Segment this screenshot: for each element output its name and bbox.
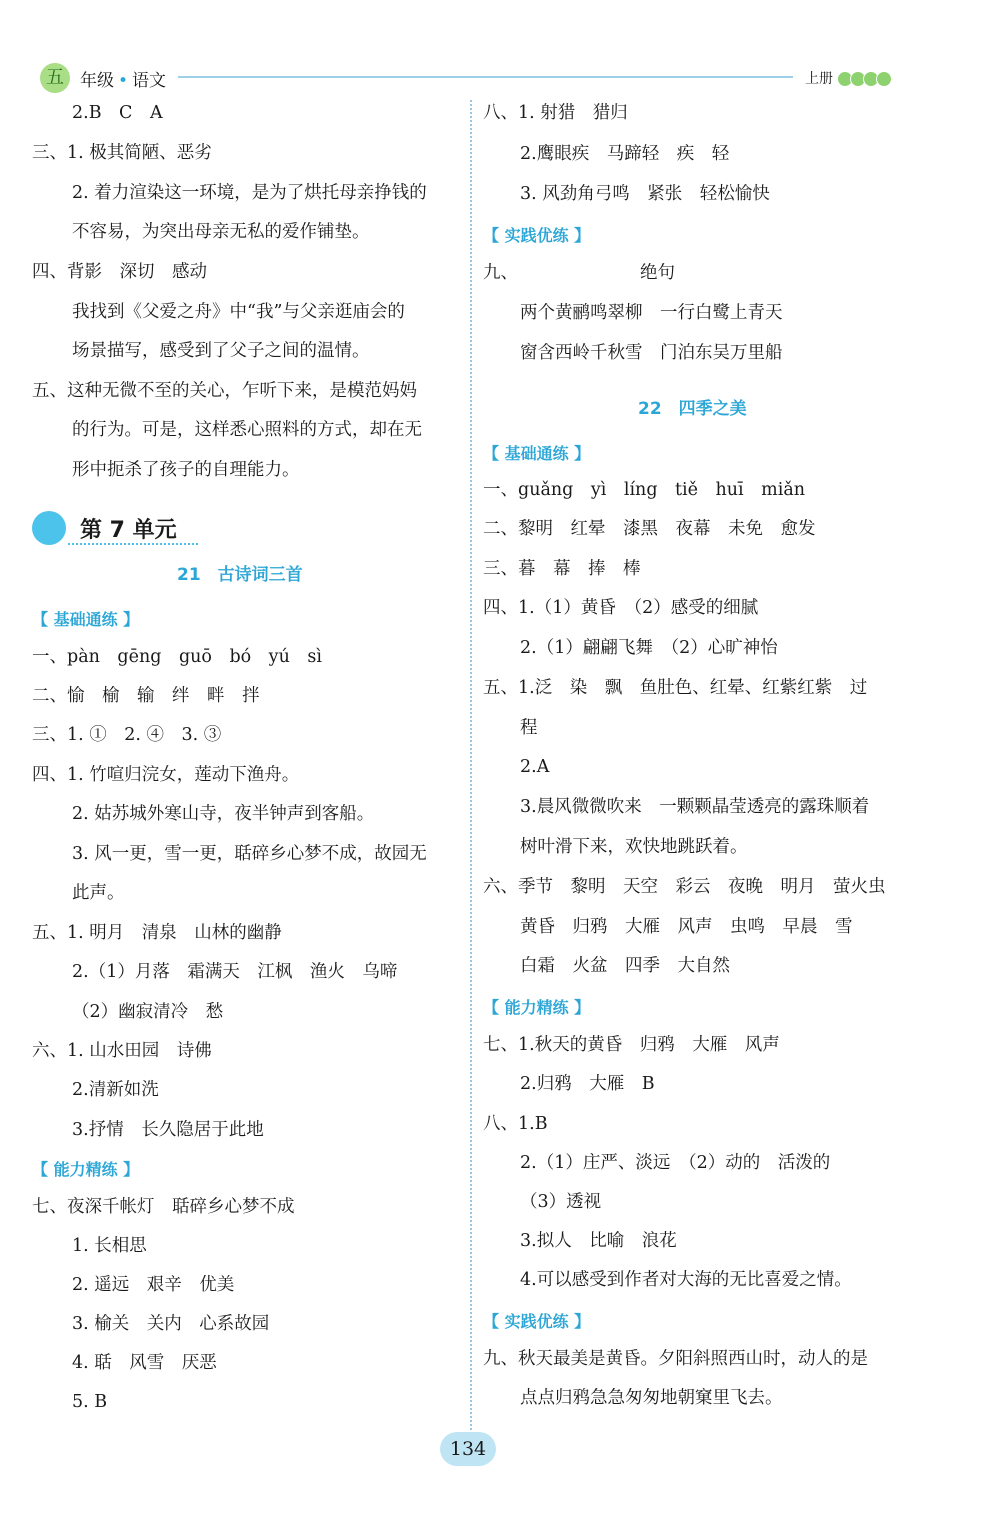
lesson-title: 21 古诗词三首 — [177, 565, 303, 585]
answer-line: 树叶滑下来，欢快地跳跃着。 — [520, 837, 748, 857]
answer-line: 一、pàn gēng guō bó yú sì — [32, 647, 322, 667]
volume-label: 上册 — [805, 71, 833, 87]
section-tag-ability: 【 能力精练 】 — [483, 998, 591, 1017]
answer-line: 二、愉 榆 输 绊 畔 拌 — [32, 686, 260, 706]
unit-title: 第 7 单元 — [80, 518, 177, 543]
grade-subject-label — [80, 66, 166, 91]
answer-line: 2.鹰眼疾 马蹄轻 疾 轻 — [520, 144, 730, 164]
section-tag-basic: 【 基础通练 】 — [483, 444, 591, 463]
answer-line: 九、秋天最美是黄昏。夕阳斜照西山时，动人的是 — [483, 1349, 868, 1369]
answer-line: 七、夜深千帐灯 聒碎乡心梦不成 — [32, 1197, 295, 1217]
answer-line: 2. 着力渲染这一环境，是为了烘托母亲挣钱的 — [72, 183, 427, 203]
answer-line: 的行为。可是，这样悉心照料的方式，却在无 — [72, 420, 422, 440]
answer-line: 五、1. 明月 清泉 山林的幽静 — [32, 923, 282, 943]
section-tag-practice: 【 实践优练 】 — [483, 1312, 591, 1331]
answer-line: 黄昏 归鸦 大雁 风声 虫鸣 早晨 雪 — [520, 917, 853, 937]
poem-line: 两个黄鹂鸣翠柳 一行白鹭上青天 — [520, 303, 783, 323]
lesson-title: 22 四季之美 — [638, 399, 747, 419]
answer-line: 四、1.（1）黄昏 （2）感受的细腻 — [483, 598, 759, 618]
grade-badge: 五 — [40, 63, 70, 93]
section-tag-basic: 【 基础通练 】 — [32, 610, 140, 629]
answer-line: 三、暮 幕 捧 棒 — [483, 559, 641, 579]
answer-line: 2.（1）翩翩飞舞 （2）心旷神怡 — [520, 638, 778, 658]
answer-line: 五、1.泛 染 飘 鱼肚色、红晕、红紫红紫 过 — [483, 678, 868, 698]
answer-line: 3. 风劲角弓鸣 紧张 轻松愉快 — [520, 184, 770, 204]
answer-line: 1. 长相思 — [72, 1236, 147, 1256]
header-rule — [178, 76, 793, 78]
answer-line: 3.抒情 长久隐居于此地 — [72, 1120, 264, 1140]
answer-line: 3.拟人 比喻 浪花 — [520, 1231, 677, 1251]
answer-line: 七、1.秋天的黄昏 归鸦 大雁 风声 — [483, 1035, 780, 1055]
section-tag-ability: 【 能力精练 】 — [32, 1160, 140, 1179]
answer-line: 5. B — [72, 1392, 108, 1412]
answer-line: 2.B C A — [72, 103, 163, 123]
answer-line: 二、黎明 红晕 漆黑 夜幕 未免 愈发 — [483, 519, 816, 539]
answer-line: 3. 风一更，雪一更，聒碎乡心梦不成，故园无 — [72, 844, 427, 864]
answer-line: （2）幽寂清冷 愁 — [72, 1002, 224, 1022]
answer-line: 程 — [520, 718, 538, 738]
answer-line: 三、1. ① 2. ④ 3. ③ — [32, 725, 222, 745]
answer-line: 八、1. 射猎 猎归 — [483, 103, 628, 123]
unit-underline — [68, 543, 198, 545]
answer-line: 2. 遥远 艰辛 优美 — [72, 1275, 235, 1295]
answer-line: 2.清新如洗 — [72, 1080, 159, 1100]
answer-line: 四、1. 竹喧归浣女，莲动下渔舟。 — [32, 765, 300, 785]
answer-line: 六、季节 黎明 天空 彩云 夜晚 明月 萤火虫 — [483, 877, 886, 897]
answer-line: （3）透视 — [520, 1192, 602, 1212]
dot-separator-icon: • — [118, 71, 129, 91]
answer-line: 九、 — [483, 263, 518, 283]
unit-heading — [32, 511, 232, 551]
grade-label: 年级 — [80, 71, 114, 91]
unit-circle-icon — [32, 511, 66, 545]
poem-title: 绝句 — [640, 263, 675, 283]
answer-line: 我找到《父爱之舟》中“我”与父亲逛庙会的 — [72, 302, 405, 322]
page-header — [0, 58, 1000, 98]
answer-line: 八、1.B — [483, 1114, 548, 1134]
subject-label: 语文 — [132, 71, 167, 91]
answer-line: 三、1. 极其简陋、恶劣 — [32, 143, 212, 163]
answer-line: 2.A — [520, 757, 550, 777]
answer-line: 2. 姑苏城外寒山寺，夜半钟声到客船。 — [72, 804, 375, 824]
answer-line: 四、背影 深切 感动 — [32, 262, 207, 282]
answer-line: 五、这种无微不至的关心，乍听下来，是模范妈妈 — [32, 381, 417, 401]
answer-line: 形中扼杀了孩子的自理能力。 — [72, 460, 300, 480]
section-tag-practice: 【 实践优练 】 — [483, 226, 591, 245]
answer-line: 4.可以感受到作者对大海的无比喜爱之情。 — [520, 1270, 852, 1290]
answer-line: 场景描写，感受到了父子之间的温情。 — [72, 341, 370, 361]
answer-line: 此声。 — [72, 883, 125, 903]
column-divider — [470, 100, 472, 1430]
poem-line: 窗含西岭千秋雪 门泊东吴万里船 — [520, 343, 783, 363]
answer-line: 3.晨风微微吹来 一颗颗晶莹透亮的露珠顺着 — [520, 797, 870, 817]
page-number: 134 — [440, 1432, 496, 1466]
answer-line: 白霜 火盆 四季 大自然 — [520, 956, 730, 976]
answer-line: 2.（1）庄严、淡远 （2）动的 活泼的 — [520, 1153, 831, 1173]
answer-line: 一、guǎng yì líng tiě huī miǎn — [483, 480, 806, 500]
answer-line: 3. 榆关 关内 心系故园 — [72, 1314, 270, 1334]
answer-line: 点点归鸦急急匆匆地朝窠里飞去。 — [520, 1388, 783, 1408]
answer-line: 不容易，为突出母亲无私的爱作铺垫。 — [72, 222, 370, 242]
answer-line: 六、1. 山水田园 诗佛 — [32, 1041, 212, 1061]
answer-line: 4. 聒 风雪 厌恶 — [72, 1353, 217, 1373]
decorative-dots-icon — [840, 71, 892, 87]
answer-line: 2.（1）月落 霜满天 江枫 渔火 乌啼 — [72, 962, 398, 982]
answer-line: 2.归鸦 大雁 B — [520, 1074, 655, 1094]
